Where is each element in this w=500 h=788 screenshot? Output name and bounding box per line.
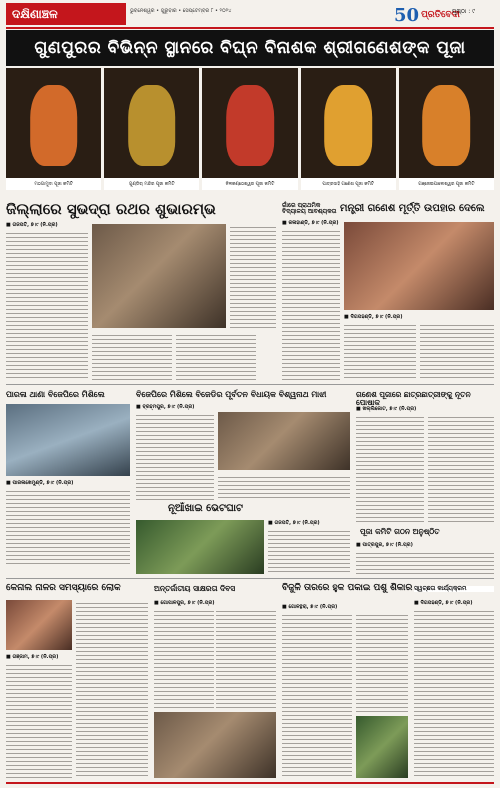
village-dateline: ■ ଦିଗପହଣ୍ଡି, ୭।୯ (ନି.ପ୍ର) bbox=[414, 600, 473, 606]
page-number: ପୃଷ୍ଠା : ୯ bbox=[452, 8, 476, 15]
row-divider-1 bbox=[6, 384, 494, 385]
kendra-photo[interactable] bbox=[6, 600, 72, 650]
village-headline[interactable]: ସ୍ୱଚ୍ଛତା କାର୍ଯ୍ୟକ୍ରମ bbox=[414, 586, 494, 592]
subhadra-body-col3 bbox=[176, 332, 256, 380]
nuakhai-body bbox=[268, 528, 350, 574]
students-dateline: ■ ଖଲ୍ଲିକୋଟ, ୭।୯ (ନି.ପ୍ର) bbox=[356, 406, 417, 412]
puja-committee-body bbox=[356, 550, 494, 574]
ganesh-photo-5[interactable] bbox=[399, 68, 494, 190]
students-body-1 bbox=[356, 414, 424, 522]
photo-caption: ମଠଗାମୁଦା ପୂଜା କମିଟି bbox=[6, 178, 101, 190]
photo-strip bbox=[6, 68, 494, 190]
electric-dateline: ■ ଗୋଳନ୍ଥରା, ୭।୯ (ନି.ପ୍ର) bbox=[282, 604, 338, 610]
row-divider-2 bbox=[6, 578, 494, 579]
paralakhemundi-photo[interactable] bbox=[6, 404, 130, 476]
logo-name: ପ୍ରତିବେଦୀ bbox=[421, 10, 460, 20]
header-rule bbox=[6, 27, 494, 29]
logo-number: 50 bbox=[394, 4, 420, 26]
kendra-body-1 bbox=[6, 662, 72, 778]
nuakhai-dateline: ■ ଗଜପତି, ୭।୯ (ନି.ପ୍ର) bbox=[268, 520, 320, 526]
ganesh-photo-2[interactable] bbox=[104, 68, 199, 190]
panchayat-body-1 bbox=[154, 608, 214, 708]
photo-caption: ପାତ୍ରସାହି ଗଣେଶ ପୂଜା କମିଟି bbox=[301, 178, 396, 190]
school-dateline: ■ କଳାହାଣ୍ଡି, ୭।୯ (ନି.ପ୍ର) bbox=[282, 220, 339, 226]
bjp-member-body-1 bbox=[136, 412, 214, 500]
bjp-member-dateline: ■ ବ୍ରହ୍ମପୁର, ୭।୯ (ନି.ପ୍ର) bbox=[136, 404, 195, 410]
kendra-headline[interactable]: କେନାଲ ନାଳର ସମସ୍ୟାରେ ଲୋକ bbox=[6, 583, 121, 593]
subhadra-body-col1 bbox=[6, 230, 88, 380]
ganesh-photo-4[interactable] bbox=[301, 68, 396, 190]
ganesh-gift-photo[interactable] bbox=[344, 222, 494, 310]
panchayat-headline[interactable]: ଅନ୍ତର୍ଜାତୀୟ ସାକ୍ଷରତା ଦିବସ bbox=[154, 584, 236, 593]
subhadra-dateline: ■ ଗଜପତି, ୭।୯ (ନି.ପ୍ର) bbox=[6, 222, 58, 228]
electric-body-1 bbox=[282, 612, 352, 778]
footer-rule bbox=[6, 782, 494, 784]
students-body-2 bbox=[428, 414, 494, 522]
ganesh-photo-3[interactable] bbox=[202, 68, 297, 190]
nuakhai-photo[interactable] bbox=[136, 520, 264, 574]
electric-body-2 bbox=[356, 612, 408, 712]
school-headline[interactable]: ଗାଁରେ ପ୍ରାଥମିକ ବିଦ୍ୟାଳୟ ଆବଶ୍ୟକତା bbox=[282, 202, 337, 216]
date-line: ଭୁବନେଶ୍ୱର • ଗୁରୁବାର • ସେପ୍ଟେମ୍ବର ୮ • ୨୦୨୪ bbox=[130, 8, 232, 14]
ganesh-photo-1[interactable] bbox=[6, 68, 101, 190]
panchayat-photo[interactable] bbox=[154, 712, 276, 778]
ganesh-gift-body-2 bbox=[420, 322, 494, 380]
kendra-dateline: ■ ଗଞ୍ଜାମ, ୭।୯ (ନି.ପ୍ର) bbox=[6, 654, 59, 660]
nuakhai-headline[interactable]: ନୂଆଁଖାଇ ଭେଟଘାଟ bbox=[168, 503, 243, 514]
village-body bbox=[414, 608, 494, 778]
paralakhemundi-dateline: ■ ପାରଳାଖେମୁଣ୍ଡି, ୭।୯ (ନି.ପ୍ର) bbox=[6, 480, 74, 486]
subhadra-photo[interactable] bbox=[92, 224, 226, 328]
school-body bbox=[282, 228, 340, 380]
photo-caption: ଗଞ୍ଜେଇପାଲେଶ୍ୱର ପୂଜା କମିଟି bbox=[399, 178, 494, 190]
ganesh-gift-headline[interactable]: ମନ୍ତ୍ରୀ ଗଣେଶ ମୂର୍ତ୍ତି ଉପହାର ଦେଲେ bbox=[340, 203, 485, 214]
subhadra-headline[interactable]: ଜିଲ୍ଲାରେ ସୁଭଦ୍ରା ରଥର ଶୁଭାରମ୍ଭ bbox=[6, 200, 216, 218]
paralakhemundi-headline[interactable]: ପାରଳା ଥାଣା ବିଜେପିରେ ମିଶିଲେ bbox=[6, 389, 105, 399]
electric-headline[interactable]: ବିଜୁଳି ତାରରେ ହୁକ ପକାଇ ପଶୁ ଶିକାର bbox=[282, 583, 413, 593]
paralakhemundi-body bbox=[6, 488, 130, 566]
photo-caption: ଗୁଣ୍ଡିଚା ମନ୍ଦିର ପୂଜା କମିଟି bbox=[104, 178, 199, 190]
banner-headline: ଗୁଣପୁରର ବିଭିନ୍ନ ସ୍ଥାନରେ ବିଘ୍ନ ବିନାଶକ ଶ୍ରୀଗଣେଶଙ୍କ ପୂଜା bbox=[6, 30, 494, 66]
bjp-member-photo[interactable] bbox=[218, 412, 350, 470]
puja-committee-headline[interactable]: ପୂଜା କମିଟି ଗଠନ ଅନୁଷ୍ଠିତ bbox=[360, 527, 440, 536]
bjp-member-headline[interactable]: ବିଜେପିରେ ମିଶିଲେ ବିଜେଡିର ପୂର୍ବତନ ବିଧାୟକ ବିଶ୍ୱନାଥ ମାଝୀ bbox=[136, 389, 327, 399]
photo-caption: ନିଳକଣ୍ଠେଶ୍ୱର ପୂଜା କମିଟି bbox=[202, 178, 297, 190]
ganesh-gift-body-1 bbox=[344, 322, 416, 380]
subhadra-body-col2 bbox=[92, 332, 172, 380]
subhadra-body-col4 bbox=[230, 224, 276, 328]
section-title: ଦକ୍ଷିଣାଞ୍ଚଳ bbox=[6, 3, 126, 25]
electric-photo[interactable] bbox=[356, 716, 408, 778]
students-headline[interactable]: ଗଣେଶ ପୂଜାରେ ଛାତ୍ରଛାତ୍ରୀଙ୍କୁ ନୂତନ ପୋଷାକ bbox=[356, 390, 471, 407]
ganesh-gift-dateline: ■ ଦିଗପହଣ୍ଡି, ୭।୯ (ନି.ପ୍ର) bbox=[344, 314, 403, 320]
bjp-member-body-2 bbox=[218, 474, 350, 500]
puja-committee-dateline: ■ ପାତ୍ରପୁର, ୭।୯ (ନି.ପ୍ର) bbox=[356, 542, 413, 548]
kendra-body-2 bbox=[76, 600, 148, 778]
panchayat-body-2 bbox=[216, 608, 276, 708]
panchayat-dateline: ■ ଗୋପାଳପୁର, ୭।୯ (ନି.ପ୍ର) bbox=[154, 600, 215, 606]
